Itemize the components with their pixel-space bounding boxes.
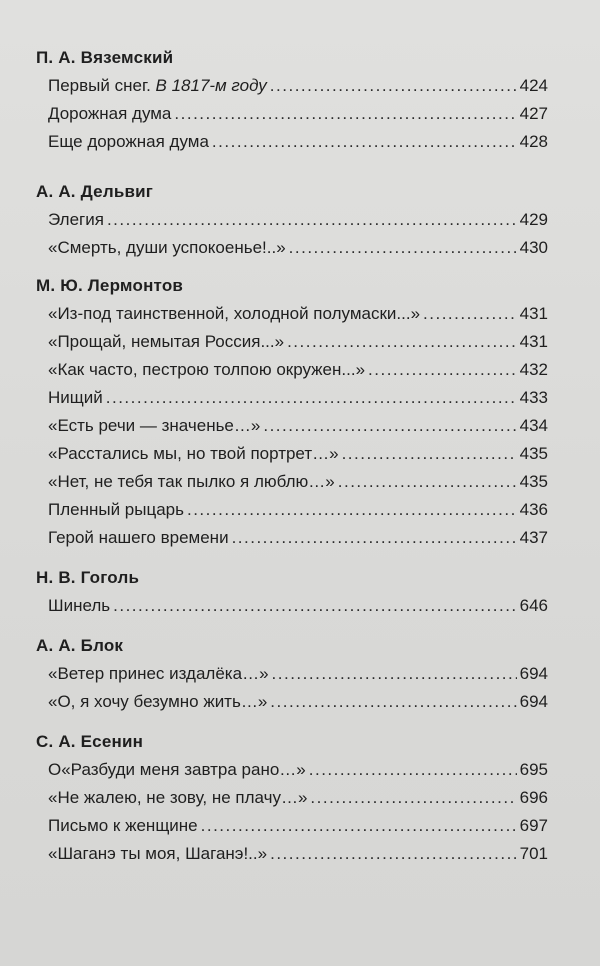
author-heading: М. Ю. Лермонтов — [36, 276, 184, 295]
page-number: 694 — [519, 692, 548, 711]
page-number: 435 — [519, 444, 548, 463]
section-gap — [36, 552, 548, 564]
entry-title: «Не жалею, не зову, не плачу…» — [48, 788, 308, 807]
dot-leader — [272, 660, 517, 688]
toc-entry — [48, 756, 548, 784]
toc-entry — [48, 592, 548, 620]
entry-title: Еще дорожная дума — [48, 132, 209, 151]
table-of-contents — [36, 44, 548, 868]
page-number: 436 — [519, 500, 548, 519]
page-number: 701 — [519, 844, 548, 863]
entry-title: Пленный рыцарь — [48, 500, 184, 519]
entry-title: «Ветер принес издалёка…» — [48, 664, 269, 683]
entry-title: «Смерть, души успокоенье!..» — [48, 238, 286, 257]
entry-title: «Расстались мы, но твой портрет…» — [48, 444, 339, 463]
toc-entry — [48, 524, 548, 552]
dot-leader — [113, 592, 516, 620]
entry-title: «Прощай, немытая Россия...» — [48, 332, 285, 351]
dot-leader — [287, 328, 517, 356]
entry-title: Элегия — [48, 210, 104, 229]
dot-leader — [174, 100, 516, 128]
dot-leader — [187, 496, 517, 524]
page-number: 428 — [519, 132, 548, 151]
dot-leader — [309, 756, 517, 784]
toc-entry — [48, 812, 548, 840]
author-heading: С. А. Есенин — [36, 732, 144, 751]
page-number: 431 — [519, 304, 548, 323]
toc-entry — [48, 688, 548, 716]
entry-title: «Нет, не тебя так пылко я люблю…» — [48, 472, 335, 491]
entry-title: Первый снег. В 1817-м году — [48, 76, 267, 95]
page-number: 430 — [519, 238, 548, 257]
entry-title: «Шаганэ ты моя, Шаганэ!..» — [48, 844, 268, 863]
entry-title: Шинель — [48, 596, 111, 615]
dot-leader — [263, 412, 516, 440]
entry-title: Дорожная дума — [48, 104, 172, 123]
toc-entry — [48, 206, 548, 234]
section-gap — [36, 156, 548, 178]
dot-leader — [201, 812, 517, 840]
page-number: 646 — [519, 596, 548, 615]
entry-title: «Как часто, пестрою толпою окружен...» — [48, 360, 366, 379]
toc-entry — [48, 840, 548, 868]
toc-entry — [48, 468, 548, 496]
entry-title: О«Разбуди меня завтра рано…» — [48, 760, 306, 779]
page-number: 429 — [519, 210, 548, 229]
dot-leader — [270, 72, 517, 100]
page-number: 696 — [519, 788, 548, 807]
author-heading: А. А. Блок — [36, 636, 124, 655]
page-number: 431 — [519, 332, 548, 351]
toc-entry — [48, 784, 548, 812]
toc-entry — [48, 440, 548, 468]
dot-leader — [423, 300, 517, 328]
toc-entry — [48, 328, 548, 356]
toc-entry — [48, 300, 548, 328]
dot-leader — [232, 524, 517, 552]
dot-leader — [106, 384, 517, 412]
dot-leader — [310, 784, 516, 812]
section-gap — [36, 262, 548, 272]
dot-leader — [289, 234, 517, 262]
page-number: 432 — [519, 360, 548, 379]
entry-title: «Есть речи — значенье…» — [48, 416, 261, 435]
page-number: 694 — [519, 664, 548, 683]
toc-entry — [48, 100, 548, 128]
author-heading: П. А. Вяземский — [36, 48, 174, 67]
dot-leader — [368, 356, 517, 384]
page-number: 435 — [519, 472, 548, 491]
section-gap — [36, 716, 548, 728]
page-number: 695 — [519, 760, 548, 779]
page-number: 433 — [519, 388, 548, 407]
dot-leader — [342, 440, 517, 468]
dot-leader — [270, 688, 516, 716]
toc-entry — [48, 660, 548, 688]
section-gap — [36, 620, 548, 632]
author-heading: А. А. Дельвиг — [36, 182, 154, 201]
entry-title-italic: В 1817-м году — [155, 76, 267, 95]
dot-leader — [270, 840, 517, 868]
page-number: 697 — [519, 816, 548, 835]
toc-entry — [48, 384, 548, 412]
entry-title: «Из-под таинственной, холодной полумаски...» — [48, 304, 421, 323]
toc-entry — [48, 72, 548, 100]
entry-title: Нищий — [48, 388, 103, 407]
toc-entry — [48, 412, 548, 440]
author-heading: Н. В. Гоголь — [36, 568, 140, 587]
dot-leader — [107, 206, 517, 234]
page-number: 434 — [519, 416, 548, 435]
toc-entry — [48, 128, 548, 156]
toc-entry — [48, 356, 548, 384]
toc-entry — [48, 496, 548, 524]
entry-title: «О, я хочу безумно жить…» — [48, 692, 268, 711]
dot-leader — [338, 468, 517, 496]
page-number: 437 — [519, 528, 548, 547]
toc-entry — [48, 234, 548, 262]
dot-leader — [212, 128, 517, 156]
page-number: 424 — [519, 76, 548, 95]
entry-title: Герой нашего времени — [48, 528, 229, 547]
entry-title: Письмо к женщине — [48, 816, 198, 835]
page-number: 427 — [519, 104, 548, 123]
